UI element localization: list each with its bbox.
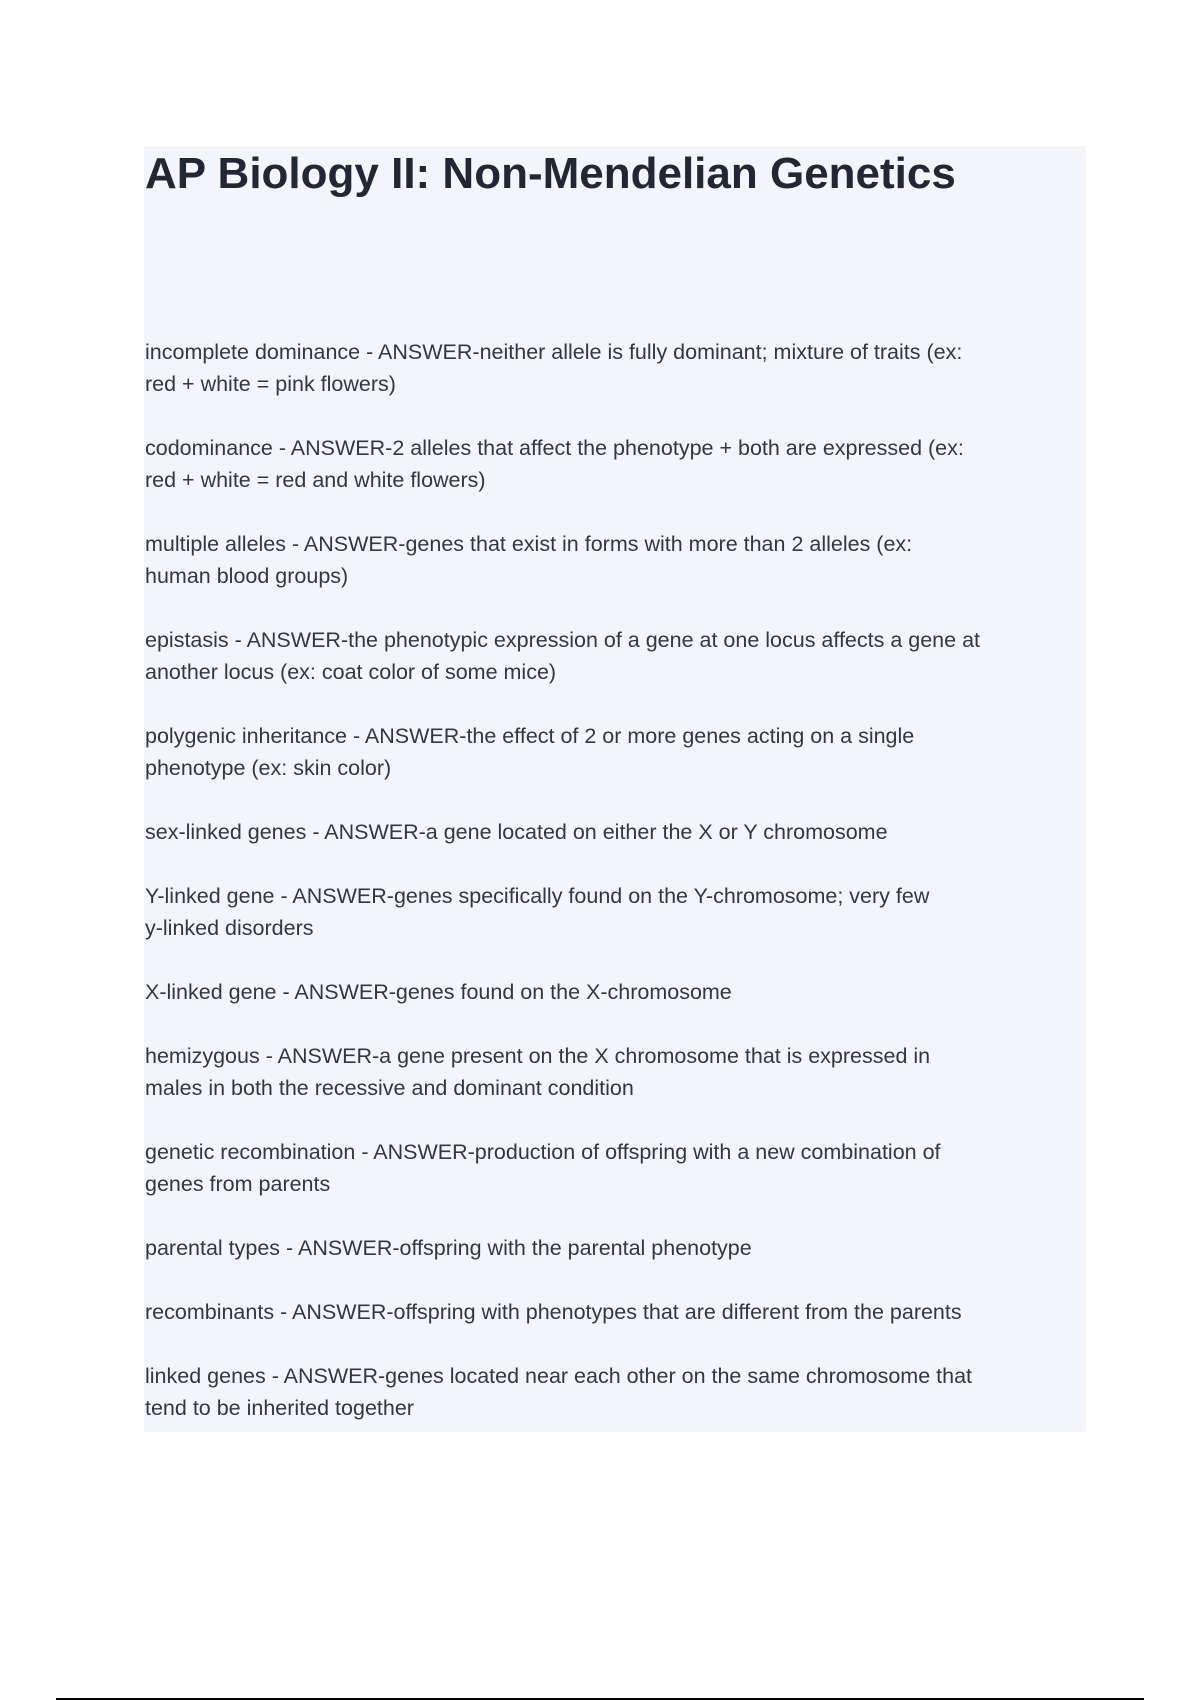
term-polygenic-inheritance: polygenic inheritance - ANSWER-the effect of 2 or more genes acting on a single phenotype (ex: skin color) [145,724,915,780]
term-parental-types: parental types - ANSWER-offspring with the parental phenotype [145,1236,752,1260]
term-linked-genes: linked genes - ANSWER-genes located near each other on the same chromosome that tend to be inherited together [145,1364,973,1420]
term-genetic-recombination: genetic recombination - ANSWER-production of offspring with a new combination of genes from parents [145,1140,941,1196]
term-sex-linked-genes: sex-linked genes - ANSWER-a gene located on either the X or Y chromosome [145,820,888,844]
term-epistasis: epistasis - ANSWER-the phenotypic expression of a gene at one locus affects a gene at another locus (ex: coat color of some mice) [145,628,981,684]
term-y-linked-gene: Y-linked gene - ANSWER-genes specifically found on the Y-chromosome; very few y-linked disorders [145,884,930,940]
term-x-linked-gene: X-linked gene - ANSWER-genes found on the X-chromosome [145,980,732,1004]
document-title: AP Biology II: Non-Mendelian Genetics [145,149,956,198]
term-list [145,336,1085,1456]
term-hemizygous: hemizygous - ANSWER-a gene present on the X chromosome that is expressed in males in both the recessive and dominant condition [145,1044,931,1100]
term-multiple-alleles: multiple alleles - ANSWER-genes that exist in forms with more than 2 alleles (ex: human blood groups) [145,532,913,588]
term-recombinants: recombinants - ANSWER-offspring with phenotypes that are different from the parents [145,1300,962,1324]
term-codominance: codominance - ANSWER-2 alleles that affect the phenotype + both are expressed (ex: red + white = red and white flowers) [145,436,964,492]
term-incomplete-dominance: incomplete dominance - ANSWER-neither allele is fully dominant; mixture of traits (ex: red + white = pink flowers) [145,340,963,396]
